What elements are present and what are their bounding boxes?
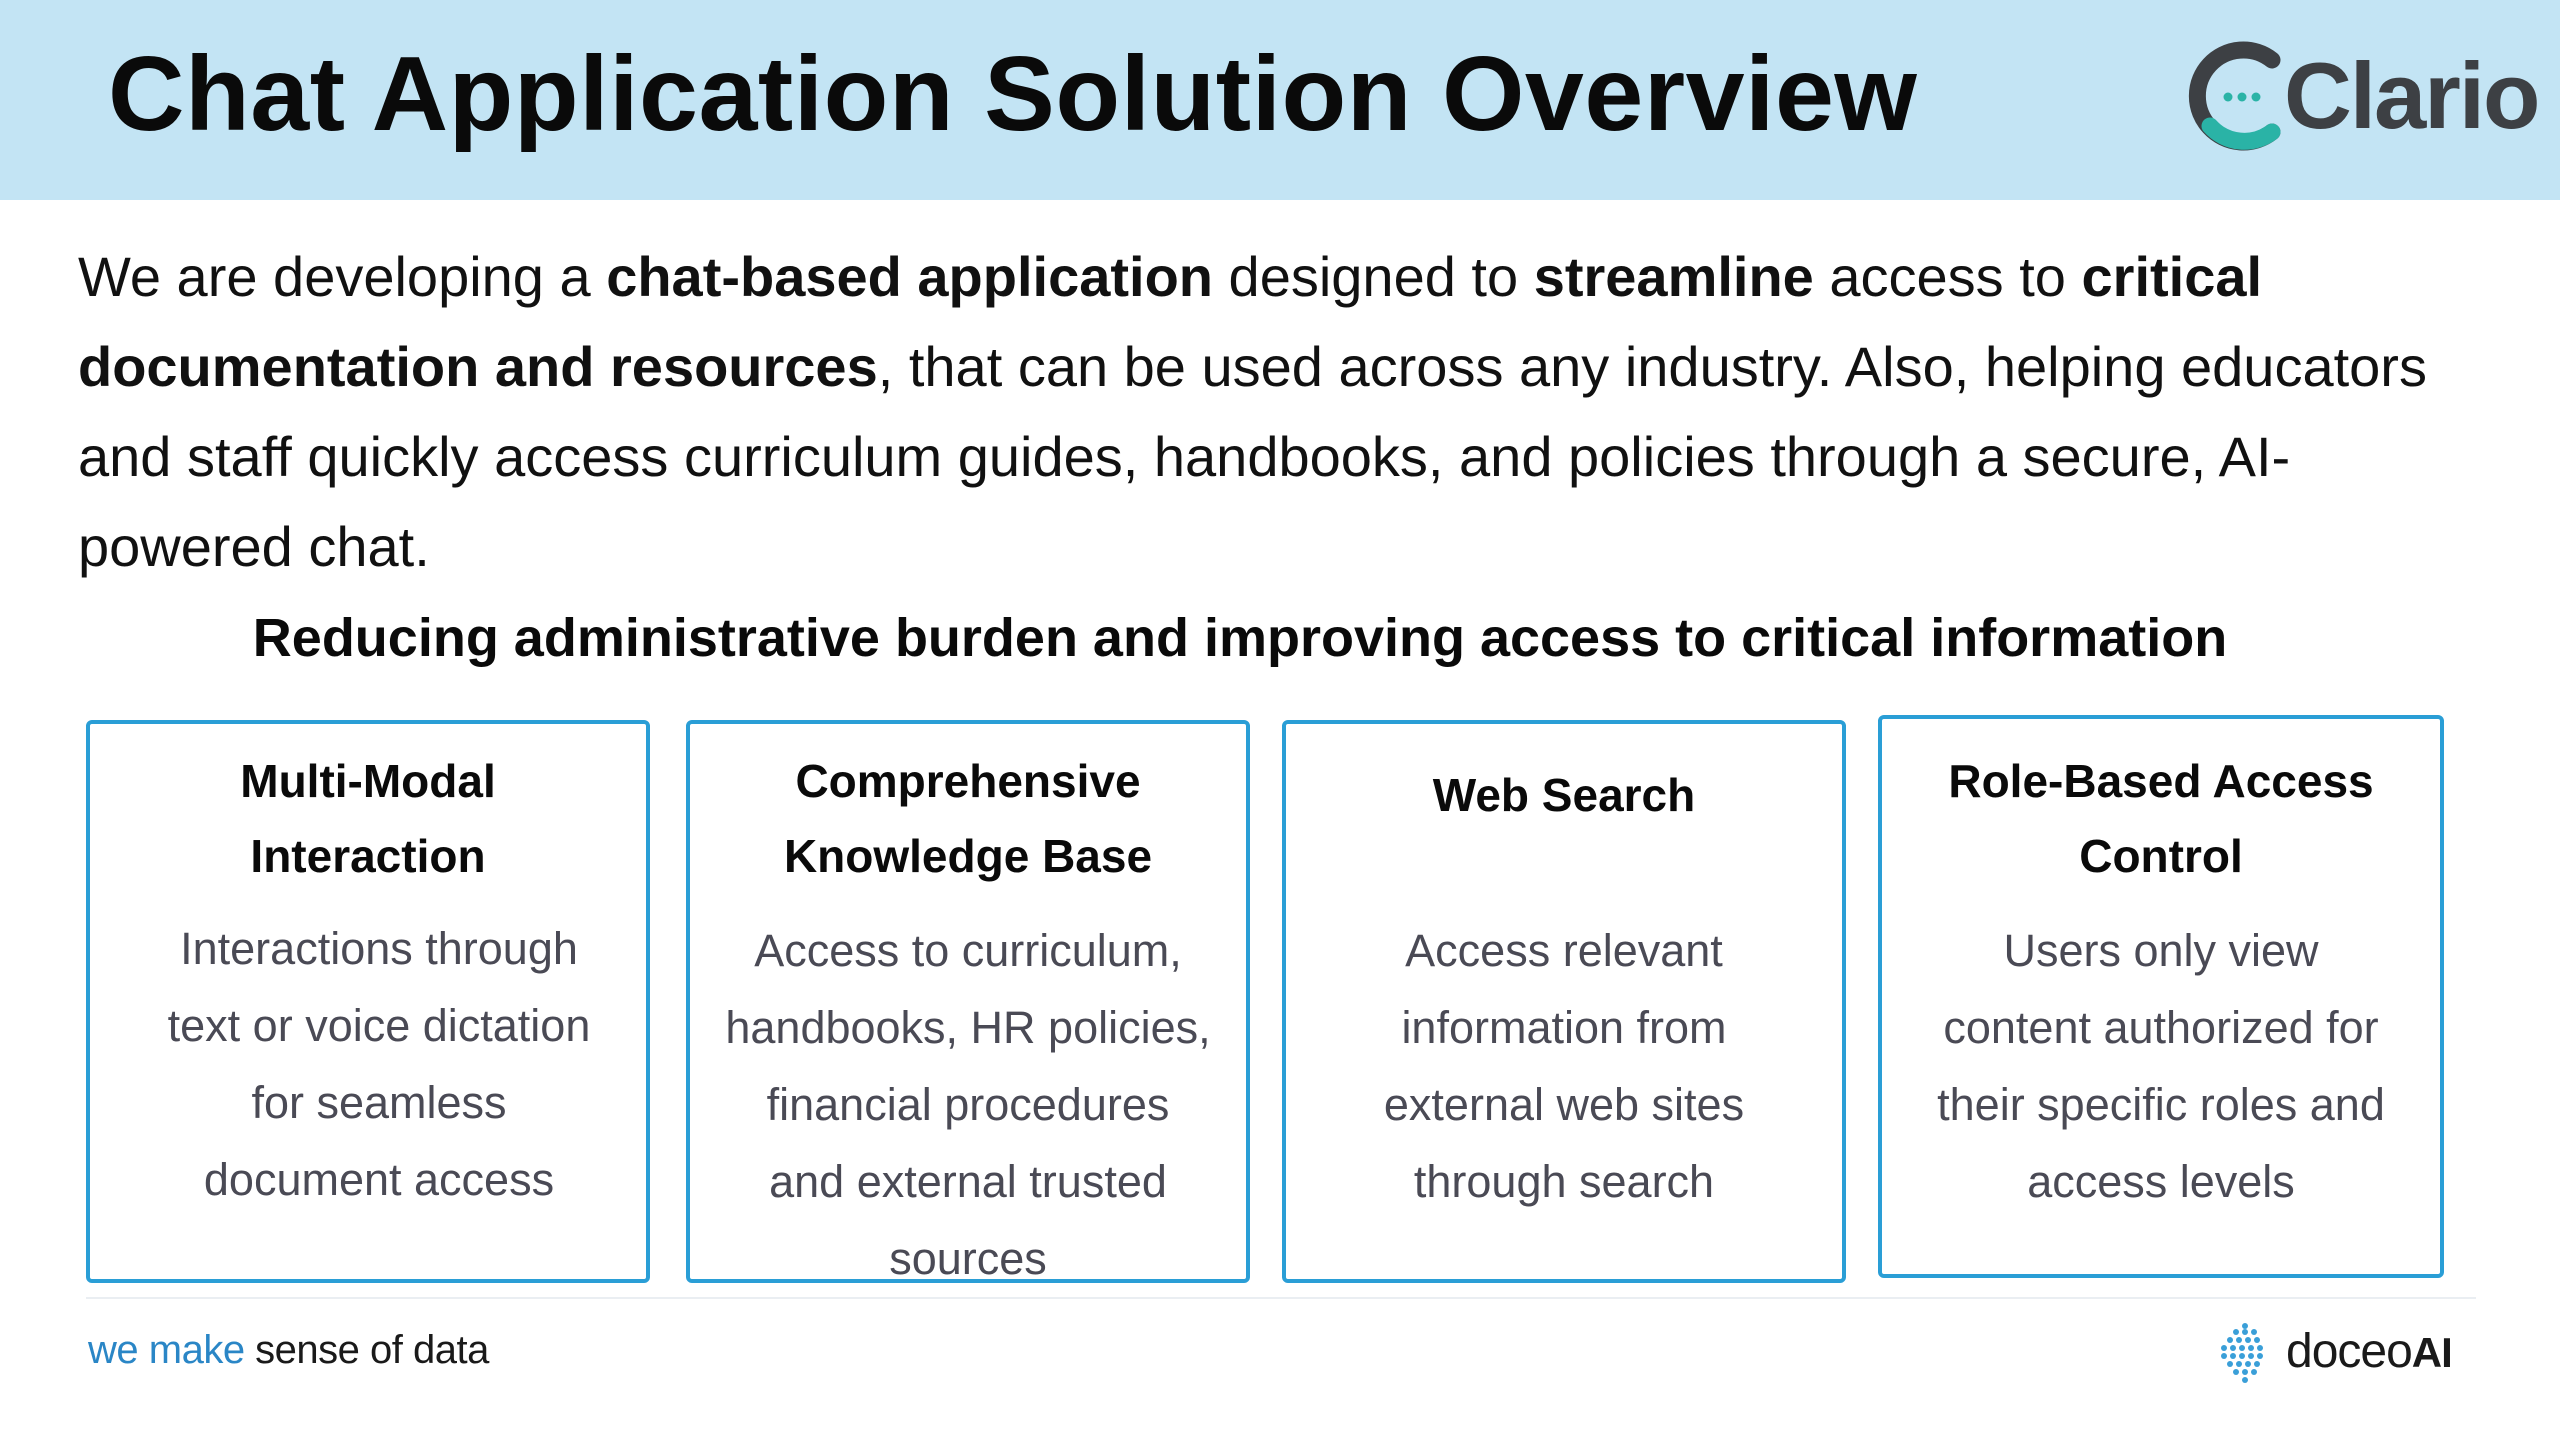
intro-emphasis: streamline [1533,245,1814,308]
doceo-brand-suffix: AI [2411,1329,2452,1376]
doceo-brand-text [2286,1322,2452,1383]
section-subheading: Reducing administrative burden and improving access to critical information [252,608,2228,668]
page-title: Chat Application Solution Overview [108,35,1918,153]
card-body: Access relevant information from external web sites through search [1383,925,1745,1207]
intro-paragraph [78,232,2478,592]
doceo-ai-logo [2210,1318,2490,1388]
card-title: Role-Based Access Control [1948,755,2374,882]
clario-logo-text: Clario [2284,43,2539,148]
clario-logo-icon [2180,36,2539,156]
footer-divider [86,1297,2476,1299]
card-body: Access to curriculum, handbooks, HR policies, financial procedures and external trusted sources [725,925,1211,1284]
card-body: Interactions through text or voice dictation for seamless document access [167,923,591,1205]
card-title: Multi-Modal Interaction [240,755,496,882]
intro-text: access to [1813,245,2082,308]
feature-card-knowledge-base [686,720,1250,1283]
card-title: Comprehensive Knowledge Base [783,755,1153,882]
feature-card-role-based-access [1878,715,2444,1278]
feature-card-web-search [1282,720,1846,1283]
clario-logo [2180,36,2539,156]
intro-text: We are developing a [78,245,607,308]
doceo-brand-name: doceo [2286,1325,2412,1378]
footer-tagline [88,1325,489,1375]
tagline-rest: sense of data [244,1328,489,1372]
intro-text: designed to [1213,245,1534,308]
tagline-highlight: we make [88,1328,245,1372]
card-title: Web Search [1432,769,1696,821]
header-band [0,0,2560,200]
card-body: Users only view content authorized for their specific roles and access levels [1937,925,2385,1207]
feature-card-multi-modal [86,720,650,1283]
intro-emphasis: critical documentation and resources [78,245,2263,398]
doceo-dots-icon [2210,1318,2280,1388]
intro-emphasis: chat-based application [606,245,1213,308]
intro-text: , that can be used across any industry. Also, helping educators and staff quickly access curriculum guides, handbooks, and policies through a secure, AI-powered chat. [78,335,2427,578]
